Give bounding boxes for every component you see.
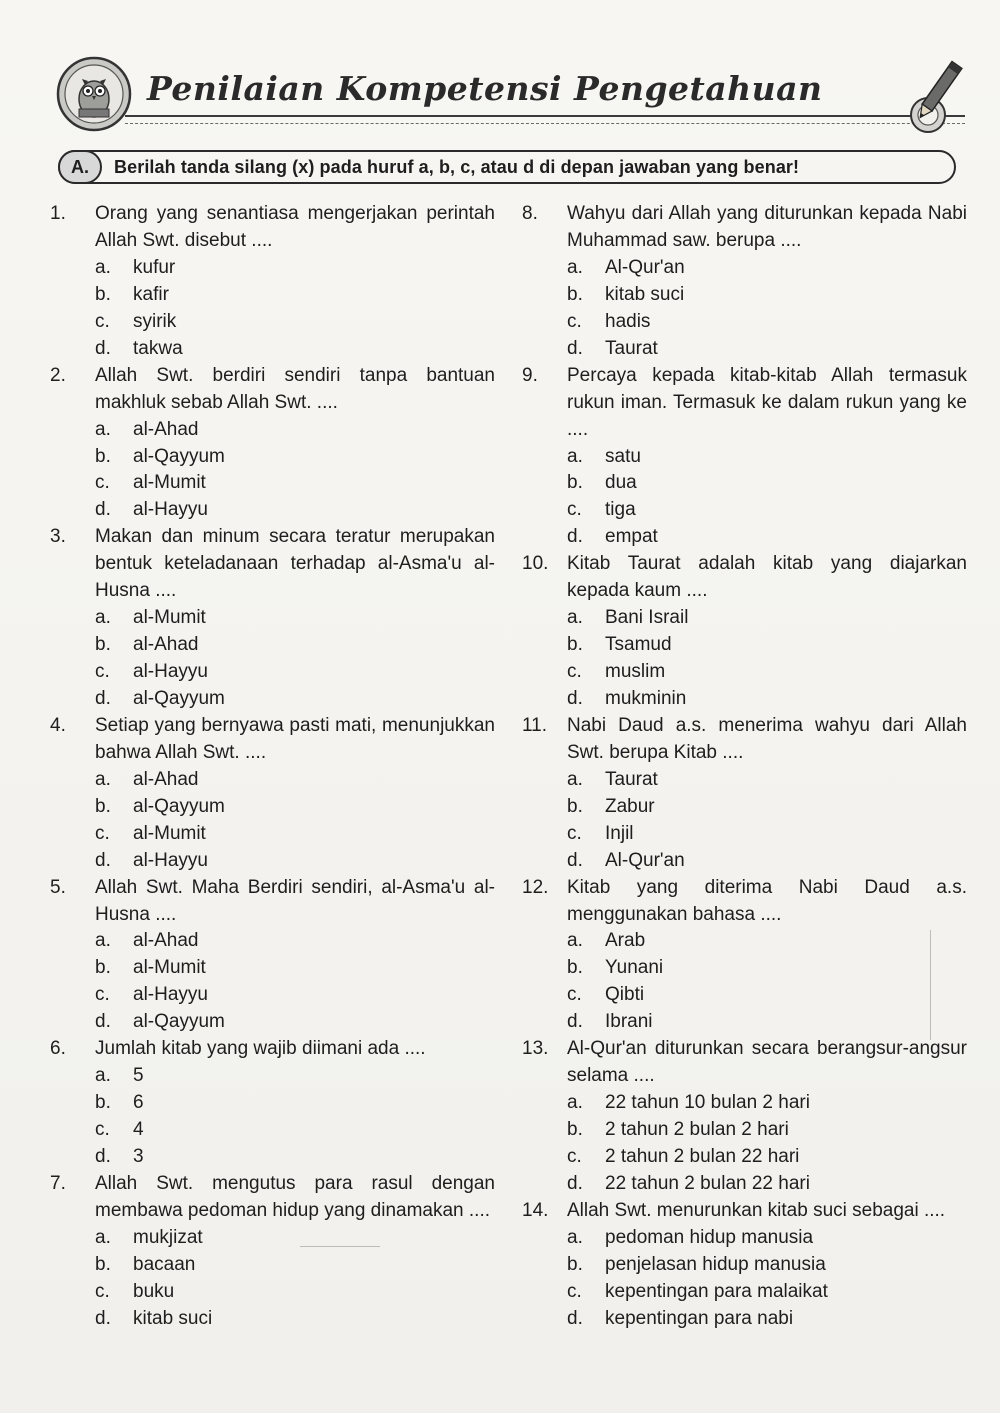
answer-option[interactable] bbox=[95, 686, 495, 713]
option-letter[interactable]: a. bbox=[95, 1226, 111, 1248]
option-letter[interactable]: a. bbox=[567, 1092, 583, 1114]
option-text: satu bbox=[605, 445, 641, 467]
option-letter[interactable]: c. bbox=[95, 822, 110, 844]
option-letter[interactable]: d. bbox=[95, 1307, 111, 1329]
option-text: 2 tahun 2 bulan 22 hari bbox=[605, 1146, 800, 1168]
answer-option[interactable] bbox=[567, 1009, 967, 1036]
option-text: kufur bbox=[133, 256, 176, 278]
answer-option[interactable] bbox=[567, 1090, 967, 1117]
answer-option[interactable] bbox=[567, 1306, 967, 1333]
option-letter[interactable]: b. bbox=[567, 957, 583, 979]
question-text: Nabi Daud a.s. menerima wahyu dari Allah Swt. berupa Kitab .... bbox=[567, 714, 967, 763]
option-text: al-Ahad bbox=[133, 418, 199, 440]
option-text: Arab bbox=[605, 930, 646, 952]
question-text: Allah Swt. menurunkan kitab suci sebagai .... bbox=[567, 1199, 946, 1221]
answer-option[interactable] bbox=[95, 1144, 495, 1171]
option-letter[interactable]: c. bbox=[95, 472, 110, 494]
option-letter[interactable]: b. bbox=[567, 1119, 583, 1141]
option-letter[interactable]: a. bbox=[95, 256, 111, 278]
question-number: 14. bbox=[522, 1199, 549, 1221]
option-letter[interactable]: b. bbox=[95, 445, 111, 467]
option-text: al-Qayyum bbox=[133, 687, 225, 709]
option-text: tiga bbox=[605, 499, 636, 521]
option-text: mukminin bbox=[605, 687, 687, 709]
option-letter[interactable]: b. bbox=[567, 472, 583, 494]
page-header bbox=[55, 55, 970, 135]
answer-option[interactable] bbox=[567, 1144, 967, 1171]
question-text: Allah Swt. berdiri sendiri tanpa bantuan makhluk sebab Allah Swt. .... bbox=[95, 364, 495, 413]
option-letter[interactable]: a. bbox=[567, 445, 583, 467]
option-letter[interactable]: a. bbox=[95, 418, 111, 440]
question-column-left bbox=[50, 201, 495, 1333]
option-letter[interactable]: a. bbox=[567, 1226, 583, 1248]
option-text: 4 bbox=[133, 1119, 144, 1141]
option-letter[interactable]: b. bbox=[95, 1092, 111, 1114]
option-letter[interactable]: b. bbox=[95, 795, 111, 817]
answer-option[interactable] bbox=[95, 794, 495, 821]
question-column-right bbox=[522, 201, 967, 1333]
option-text: kitab suci bbox=[133, 1307, 213, 1329]
question-item bbox=[522, 363, 967, 552]
option-text: kafir bbox=[133, 283, 169, 305]
answer-option[interactable] bbox=[95, 1225, 495, 1252]
option-letter[interactable]: a. bbox=[567, 768, 583, 790]
answer-option[interactable] bbox=[567, 1117, 967, 1144]
answer-options bbox=[567, 1090, 967, 1198]
option-text: empat bbox=[605, 526, 658, 548]
question-item bbox=[522, 1198, 967, 1333]
option-letter[interactable]: b. bbox=[95, 634, 111, 656]
option-letter[interactable]: c. bbox=[567, 310, 582, 332]
answer-options bbox=[95, 1063, 495, 1171]
answer-options bbox=[567, 1225, 967, 1333]
answer-option[interactable] bbox=[567, 336, 967, 363]
option-letter[interactable]: d. bbox=[95, 687, 111, 709]
page-title: Penilaian Kompetensi Pengetahuan bbox=[147, 69, 823, 108]
question-item bbox=[50, 524, 495, 713]
question-number: 10. bbox=[522, 553, 549, 575]
option-text: al-Ahad bbox=[133, 768, 199, 790]
question-text: Orang yang senantiasa mengerjakan perintah Allah Swt. disebut .... bbox=[95, 203, 495, 251]
question-number: 3. bbox=[50, 526, 66, 548]
answer-option[interactable] bbox=[567, 794, 967, 821]
option-text: al-Hayyu bbox=[133, 499, 208, 521]
answer-option[interactable] bbox=[95, 1090, 495, 1117]
question-item bbox=[50, 713, 495, 875]
option-text: Taurat bbox=[605, 768, 658, 790]
answer-option[interactable] bbox=[567, 1279, 967, 1306]
option-letter[interactable]: c. bbox=[95, 984, 110, 1006]
option-letter[interactable]: d. bbox=[567, 1307, 583, 1329]
answer-option[interactable] bbox=[95, 821, 495, 848]
answer-option[interactable] bbox=[567, 686, 967, 713]
instruction-text: Berilah tanda silang (x) pada huruf a, b, c, atau d di depan jawaban yang benar! bbox=[114, 157, 800, 177]
answer-option[interactable] bbox=[567, 282, 967, 309]
answer-option[interactable] bbox=[95, 1117, 495, 1144]
question-item bbox=[50, 875, 495, 1037]
question-item bbox=[50, 1036, 495, 1171]
question-number: 13. bbox=[522, 1038, 549, 1060]
option-text: 3 bbox=[133, 1146, 144, 1167]
option-text: al-Mumit bbox=[133, 957, 206, 979]
answer-options bbox=[567, 255, 967, 363]
answer-option[interactable] bbox=[567, 767, 967, 794]
option-text: al-Mumit bbox=[133, 822, 206, 844]
option-text: Bani Israil bbox=[605, 607, 689, 629]
question-item bbox=[522, 713, 967, 875]
answer-options bbox=[567, 767, 967, 875]
option-letter[interactable]: d. bbox=[567, 687, 583, 709]
section-letter: A. bbox=[58, 150, 102, 184]
answer-option[interactable] bbox=[567, 605, 967, 632]
option-letter[interactable]: b. bbox=[567, 283, 583, 305]
question-item bbox=[522, 875, 967, 1037]
answer-options bbox=[95, 605, 495, 713]
option-text: muslim bbox=[605, 661, 666, 683]
answer-options bbox=[567, 605, 967, 713]
answer-option[interactable] bbox=[95, 767, 495, 794]
option-letter[interactable]: c. bbox=[95, 1280, 110, 1302]
question-text: Percaya kepada kitab-kitab Allah termasuk rukun iman. Termasuk ke dalam rukun yang ke .... bbox=[567, 364, 967, 440]
answer-option[interactable] bbox=[95, 605, 495, 632]
option-text: hadis bbox=[605, 310, 651, 332]
question-number: 11. bbox=[522, 714, 548, 736]
option-text: Qibti bbox=[605, 984, 645, 1006]
option-letter[interactable]: b. bbox=[567, 634, 583, 656]
option-letter[interactable]: d. bbox=[95, 1011, 111, 1033]
question-text: Kitab yang diterima Nabi Daud a.s. menggunakan bahasa .... bbox=[567, 876, 967, 925]
answer-option[interactable] bbox=[567, 955, 967, 982]
option-text: penjelasan hidup manusia bbox=[605, 1253, 826, 1275]
answer-options bbox=[95, 255, 495, 363]
question-number: 4. bbox=[50, 714, 66, 736]
answer-option[interactable] bbox=[95, 1009, 495, 1036]
option-letter[interactable]: c. bbox=[567, 822, 582, 844]
option-text: Al-Qur'an bbox=[605, 256, 685, 278]
answer-option[interactable] bbox=[567, 982, 967, 1009]
option-text: 5 bbox=[133, 1065, 144, 1087]
answer-option[interactable] bbox=[95, 1279, 495, 1306]
option-text: mukjizat bbox=[133, 1226, 203, 1248]
option-letter[interactable]: a. bbox=[95, 607, 111, 629]
option-text: Ibrani bbox=[605, 1011, 653, 1033]
answer-option[interactable] bbox=[567, 928, 967, 955]
answer-option[interactable] bbox=[567, 524, 967, 551]
answer-option[interactable] bbox=[567, 1171, 967, 1198]
option-text: al-Qayyum bbox=[133, 795, 225, 817]
answer-option[interactable] bbox=[95, 632, 495, 659]
question-item bbox=[522, 201, 967, 363]
option-letter[interactable]: c. bbox=[95, 661, 110, 683]
question-number: 5. bbox=[50, 876, 66, 898]
answer-option[interactable] bbox=[95, 1063, 495, 1090]
option-text: Taurat bbox=[605, 337, 658, 359]
answer-options bbox=[95, 417, 495, 525]
answer-option[interactable] bbox=[95, 982, 495, 1009]
question-number: 8. bbox=[522, 203, 538, 224]
answer-option[interactable] bbox=[95, 955, 495, 982]
answer-option[interactable] bbox=[567, 848, 967, 875]
option-text: al-Hayyu bbox=[133, 661, 208, 683]
option-text: Tsamud bbox=[605, 634, 672, 656]
answer-options bbox=[567, 928, 967, 1036]
option-letter[interactable]: a. bbox=[567, 930, 583, 952]
answer-option[interactable] bbox=[95, 497, 495, 524]
question-text: Setiap yang bernyawa pasti mati, menunjukkan bahwa Allah Swt. .... bbox=[95, 714, 495, 763]
option-text: 6 bbox=[133, 1092, 144, 1114]
option-letter[interactable]: d. bbox=[567, 849, 583, 871]
answer-options bbox=[95, 767, 495, 875]
answer-options bbox=[567, 444, 967, 552]
answer-options bbox=[95, 1225, 495, 1333]
option-text: 22 tahun 2 bulan 22 hari bbox=[605, 1172, 810, 1194]
answer-option[interactable] bbox=[95, 255, 495, 282]
answer-option[interactable] bbox=[95, 444, 495, 471]
answer-option[interactable] bbox=[567, 659, 967, 686]
option-letter[interactable]: c. bbox=[567, 1280, 582, 1302]
answer-option[interactable] bbox=[95, 1252, 495, 1279]
answer-option[interactable] bbox=[567, 821, 967, 848]
answer-option[interactable] bbox=[567, 309, 967, 336]
option-letter[interactable]: c. bbox=[95, 1119, 110, 1141]
answer-option[interactable] bbox=[95, 470, 495, 497]
question-item bbox=[50, 363, 495, 525]
question-text: Jumlah kitab yang wajib diimani ada .... bbox=[95, 1038, 426, 1060]
answer-option[interactable] bbox=[567, 497, 967, 524]
option-text: al-Ahad bbox=[133, 930, 199, 952]
question-text: Kitab Taurat adalah kitab yang diajarkan kepada kaum .... bbox=[567, 553, 967, 602]
option-text: 2 tahun 2 bulan 2 hari bbox=[605, 1119, 789, 1141]
question-text: Wahyu dari Allah yang diturunkan kepada Nabi Muhammad saw. berupa .... bbox=[567, 203, 967, 251]
option-letter[interactable]: b. bbox=[95, 957, 111, 979]
option-letter[interactable]: c. bbox=[567, 661, 582, 683]
option-letter[interactable]: d. bbox=[95, 499, 111, 521]
answer-option[interactable] bbox=[95, 417, 495, 444]
question-item bbox=[522, 551, 967, 713]
option-letter[interactable]: a. bbox=[95, 930, 111, 952]
answer-option[interactable] bbox=[567, 1225, 967, 1252]
option-letter[interactable]: d. bbox=[95, 337, 111, 359]
answer-option[interactable] bbox=[95, 309, 495, 336]
answer-option[interactable] bbox=[95, 336, 495, 363]
answer-option[interactable] bbox=[567, 255, 967, 282]
option-text: 22 tahun 10 bulan 2 hari bbox=[605, 1092, 810, 1114]
option-letter[interactable]: a. bbox=[567, 607, 583, 629]
option-letter[interactable]: a. bbox=[567, 256, 583, 278]
option-text: al-Mumit bbox=[133, 472, 206, 494]
question-text: Allah Swt. mengutus para rasul dengan membawa pedoman hidup yang dinamakan .... bbox=[95, 1172, 495, 1221]
option-letter[interactable]: d. bbox=[567, 337, 583, 359]
answer-option[interactable] bbox=[95, 848, 495, 875]
option-letter[interactable]: d. bbox=[567, 1172, 583, 1194]
option-letter[interactable]: c. bbox=[567, 984, 582, 1006]
option-text: pedoman hidup manusia bbox=[605, 1226, 814, 1248]
answer-option[interactable] bbox=[95, 1306, 495, 1333]
question-text: Al-Qur'an diturunkan secara berangsur-angsur selama .... bbox=[567, 1038, 967, 1087]
pencil-icon bbox=[908, 57, 970, 135]
option-letter[interactable]: c. bbox=[567, 1146, 582, 1168]
question-text: Makan dan minum secara teratur merupakan bentuk keteladanaan terhadap al-Asma'u al-Husna .... bbox=[95, 526, 495, 602]
option-text: Zabur bbox=[605, 795, 655, 817]
answer-option[interactable] bbox=[95, 928, 495, 955]
question-item bbox=[50, 1171, 495, 1333]
answer-option[interactable] bbox=[95, 659, 495, 686]
option-text: bacaan bbox=[133, 1253, 196, 1275]
answer-option[interactable] bbox=[95, 282, 495, 309]
option-text: al-Qayyum bbox=[133, 445, 225, 467]
question-number: 2. bbox=[50, 364, 66, 386]
answer-option[interactable] bbox=[567, 632, 967, 659]
question-number: 12. bbox=[522, 876, 549, 898]
option-text: Yunani bbox=[605, 957, 664, 979]
option-letter[interactable]: b. bbox=[567, 1253, 583, 1275]
option-text: al-Hayyu bbox=[133, 984, 208, 1006]
option-letter[interactable]: c. bbox=[567, 499, 582, 521]
option-letter[interactable]: d. bbox=[567, 526, 583, 548]
option-letter[interactable]: b. bbox=[95, 283, 111, 305]
option-letter[interactable]: a. bbox=[95, 1065, 111, 1087]
answer-options bbox=[95, 928, 495, 1036]
answer-option[interactable] bbox=[567, 444, 967, 471]
question-number: 9. bbox=[522, 364, 538, 386]
option-text: al-Ahad bbox=[133, 634, 199, 656]
header-divider bbox=[125, 115, 965, 124]
option-letter[interactable]: d. bbox=[567, 1011, 583, 1033]
option-letter[interactable]: d. bbox=[95, 849, 111, 871]
option-letter[interactable]: a. bbox=[95, 768, 111, 790]
option-letter[interactable]: d. bbox=[95, 1146, 111, 1167]
question-text: Allah Swt. Maha Berdiri sendiri, al-Asma'u al-Husna .... bbox=[95, 876, 495, 925]
option-text: kitab suci bbox=[605, 283, 685, 305]
option-text: kepentingan para malaikat bbox=[605, 1280, 828, 1302]
owl-emblem-icon bbox=[55, 55, 133, 133]
question-number: 6. bbox=[50, 1038, 66, 1060]
answer-option[interactable] bbox=[567, 1252, 967, 1279]
option-letter[interactable]: b. bbox=[567, 795, 583, 817]
option-text: dua bbox=[605, 472, 637, 494]
answer-option[interactable] bbox=[567, 470, 967, 497]
instruction-bar bbox=[58, 150, 956, 184]
option-text: buku bbox=[133, 1280, 175, 1302]
option-text: kepentingan para nabi bbox=[605, 1307, 794, 1329]
question-number: 1. bbox=[50, 203, 66, 224]
option-letter[interactable]: c. bbox=[95, 310, 110, 332]
question-item bbox=[50, 201, 495, 363]
option-text: syirik bbox=[133, 310, 177, 332]
question-number: 7. bbox=[50, 1172, 66, 1194]
option-text: Al-Qur'an bbox=[605, 849, 685, 871]
option-letter[interactable]: b. bbox=[95, 1253, 111, 1275]
option-text: al-Hayyu bbox=[133, 849, 208, 871]
option-text: al-Qayyum bbox=[133, 1011, 225, 1033]
option-text: Injil bbox=[605, 822, 634, 844]
question-item bbox=[522, 1036, 967, 1198]
option-text: takwa bbox=[133, 337, 183, 359]
option-text: al-Mumit bbox=[133, 607, 206, 629]
